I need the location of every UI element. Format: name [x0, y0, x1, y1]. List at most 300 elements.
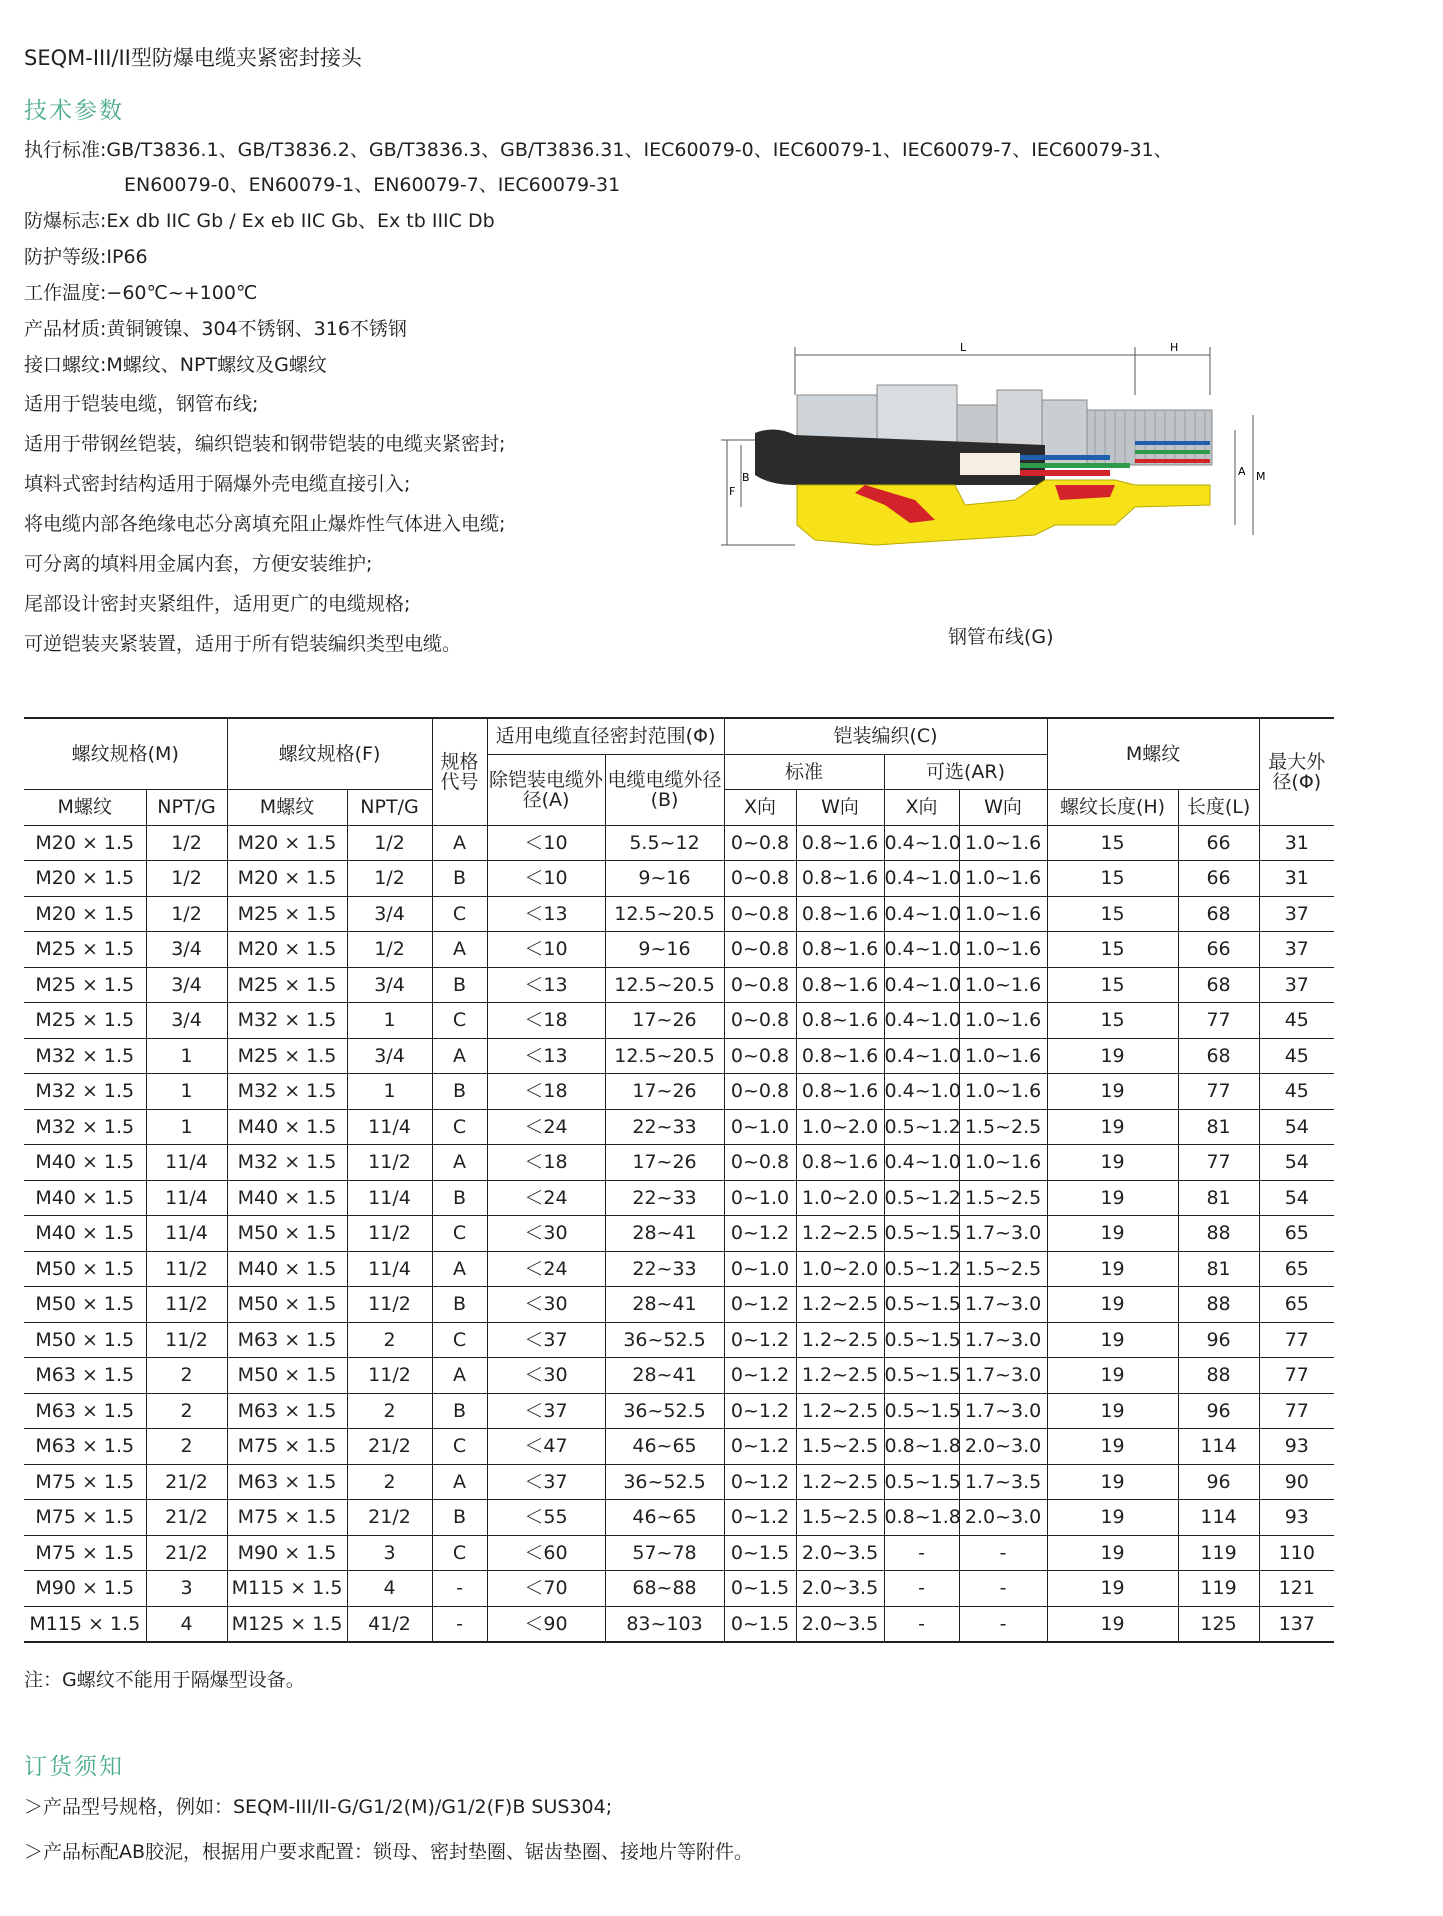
table-cell: 2.0~3.0	[959, 1500, 1047, 1536]
table-cell: ＜47	[487, 1429, 605, 1465]
table-cell: M75 × 1.5	[227, 1500, 347, 1536]
material-line	[24, 314, 407, 341]
table-cell: 3/4	[347, 1038, 432, 1074]
header-outer-b: 电缆电缆外径(B)	[605, 754, 724, 825]
table-cell: -	[959, 1606, 1047, 1642]
table-cell: 11/2	[146, 1322, 227, 1358]
table-cell: 2	[347, 1464, 432, 1500]
table-cell: 0.8~1.6	[796, 1074, 884, 1110]
table-cell: ＜24	[487, 1109, 605, 1145]
table-cell: 65	[1259, 1251, 1334, 1287]
table-cell: 2.0~3.5	[796, 1606, 884, 1642]
order-heading: 订货须知	[24, 1754, 124, 1780]
table-cell: 0~1.2	[724, 1464, 796, 1500]
table-cell: 0~1.0	[724, 1109, 796, 1145]
table-cell: 1.2~2.5	[796, 1358, 884, 1394]
table-cell: 9~16	[605, 932, 724, 968]
table-row	[24, 1287, 1334, 1323]
table-cell: 0~1.2	[724, 1429, 796, 1465]
table-cell: 77	[1178, 1074, 1259, 1110]
table-cell: 1	[347, 1074, 432, 1110]
table-cell: ＜13	[487, 1038, 605, 1074]
table-cell: -	[959, 1535, 1047, 1571]
table-cell: 93	[1259, 1500, 1334, 1536]
table-cell: 68	[1178, 967, 1259, 1003]
protection-line	[24, 242, 148, 269]
table-cell: M32 × 1.5	[24, 1038, 146, 1074]
table-cell: 19	[1047, 1500, 1178, 1536]
table-cell: 1	[146, 1038, 227, 1074]
table-cell: 114	[1178, 1500, 1259, 1536]
table-cell: B	[432, 861, 487, 897]
table-cell: 11/4	[347, 1180, 432, 1216]
table-cell: ＜70	[487, 1571, 605, 1607]
table-cell: M40 × 1.5	[227, 1109, 347, 1145]
table-cell: B	[432, 1074, 487, 1110]
table-cell: 17~26	[605, 1145, 724, 1181]
table-cell: C	[432, 1429, 487, 1465]
note: 注：G螺纹不能用于隔爆型设备。	[24, 1669, 305, 1691]
table-cell: 121	[1259, 1571, 1334, 1607]
table-cell: 19	[1047, 1216, 1178, 1252]
table-cell: 0~1.2	[724, 1500, 796, 1536]
table-cell: 19	[1047, 1393, 1178, 1429]
table-cell: 0.8~1.6	[796, 861, 884, 897]
table-cell: M115 × 1.5	[227, 1571, 347, 1607]
table-cell: 15	[1047, 896, 1178, 932]
table-cell: 2	[347, 1322, 432, 1358]
table-cell: 1	[347, 1003, 432, 1039]
table-cell: 119	[1178, 1535, 1259, 1571]
table-cell: 1/2	[146, 896, 227, 932]
header-seal-range: 适用电缆直径密封范围(Φ)	[487, 718, 724, 754]
table-cell: 1.0~2.0	[796, 1251, 884, 1287]
table-cell: 0~1.2	[724, 1393, 796, 1429]
table-row	[24, 896, 1334, 932]
table-cell: 77	[1178, 1003, 1259, 1039]
table-cell: M25 × 1.5	[24, 967, 146, 1003]
table-cell: 0~0.8	[724, 1145, 796, 1181]
material-value: 黄铜镀镍、304不锈钢、316不锈钢	[106, 318, 407, 340]
table-cell: 19	[1047, 1358, 1178, 1394]
table-cell: 1.2~2.5	[796, 1464, 884, 1500]
dim-label-l: L	[960, 341, 967, 354]
header-optional: 可选(AR)	[884, 754, 1047, 790]
table-cell: 19	[1047, 1322, 1178, 1358]
table-row	[24, 1109, 1334, 1145]
table-cell: 28~41	[605, 1216, 724, 1252]
table-cell: 0.8~1.6	[796, 967, 884, 1003]
table-cell: 1.5~2.5	[959, 1251, 1047, 1287]
table-cell: 4	[347, 1571, 432, 1607]
table-cell: 21/2	[347, 1429, 432, 1465]
table-cell: 19	[1047, 1287, 1178, 1323]
table-cell: 125	[1178, 1606, 1259, 1642]
table-cell: ＜13	[487, 967, 605, 1003]
table-cell: C	[432, 1322, 487, 1358]
table-row	[24, 1535, 1334, 1571]
table-cell: 96	[1178, 1464, 1259, 1500]
table-cell: 11/4	[347, 1251, 432, 1287]
table-cell: 77	[1259, 1322, 1334, 1358]
table-cell: 0.5~1.5	[884, 1322, 959, 1358]
table-cell: 1.0~1.6	[959, 1038, 1047, 1074]
table-cell: 3/4	[347, 896, 432, 932]
table-cell: M75 × 1.5	[24, 1500, 146, 1536]
table-cell: 37	[1259, 967, 1334, 1003]
table-cell: ＜18	[487, 1145, 605, 1181]
table-cell: 9~16	[605, 861, 724, 897]
standard-value: GB/T3836.1、GB/T3836.2、GB/T3836.3、GB/T3836.31、IEC60079-0、IEC60079-1、IEC60079-7、IEC60079-31、	[106, 139, 1173, 161]
spec-table	[24, 717, 1334, 1643]
table-cell: 0~0.8	[724, 1074, 796, 1110]
table-cell: M25 × 1.5	[227, 1038, 347, 1074]
table-cell: 0.5~1.5	[884, 1464, 959, 1500]
table-cell: A	[432, 1145, 487, 1181]
header-x1: X向	[724, 790, 796, 826]
table-cell: M75 × 1.5	[227, 1429, 347, 1465]
feature-item: 可分离的填料用金属内套，方便安装维护;	[24, 553, 373, 575]
table-cell: M63 × 1.5	[227, 1322, 347, 1358]
table-cell: M50 × 1.5	[227, 1287, 347, 1323]
table-row	[24, 861, 1334, 897]
table-cell: 1.0~1.6	[959, 967, 1047, 1003]
table-cell: M25 × 1.5	[227, 967, 347, 1003]
table-cell: ＜37	[487, 1393, 605, 1429]
table-cell: 54	[1259, 1109, 1334, 1145]
table-cell: 0~1.2	[724, 1358, 796, 1394]
table-cell: M63 × 1.5	[24, 1358, 146, 1394]
header-x2: X向	[884, 790, 959, 826]
table-cell: 114	[1178, 1429, 1259, 1465]
table-cell: 0.4~1.0	[884, 896, 959, 932]
table-cell: 0~1.0	[724, 1251, 796, 1287]
table-cell: 68	[1178, 896, 1259, 932]
table-cell: 77	[1259, 1358, 1334, 1394]
table-cell: 1.0~1.6	[959, 1003, 1047, 1039]
feature-item: 尾部设计密封夹紧组件，适用更广的电缆规格;	[24, 593, 411, 615]
table-cell: 0~0.8	[724, 825, 796, 861]
table-cell: 0.8~1.6	[796, 932, 884, 968]
figure-caption: 钢管布线(G)	[948, 626, 1054, 648]
table-cell: ＜60	[487, 1535, 605, 1571]
table-cell: 77	[1178, 1145, 1259, 1181]
table-cell: 4	[146, 1606, 227, 1642]
table-cell: 1.5~2.5	[796, 1500, 884, 1536]
header-m: M螺纹	[24, 790, 146, 826]
table-cell: 0.8~1.8	[884, 1500, 959, 1536]
table-row	[24, 1464, 1334, 1500]
table-cell: 2	[146, 1393, 227, 1429]
table-cell: 19	[1047, 1145, 1178, 1181]
table-cell: 3	[347, 1535, 432, 1571]
table-row	[24, 1571, 1334, 1607]
table-cell: M32 × 1.5	[227, 1145, 347, 1181]
table-row	[24, 1145, 1334, 1181]
table-cell: -	[959, 1571, 1047, 1607]
temp-line	[24, 278, 257, 305]
table-cell: C	[432, 1003, 487, 1039]
table-cell: 0.4~1.0	[884, 932, 959, 968]
cable-gland-diagram	[715, 335, 1275, 575]
material-label: 产品材质:	[24, 318, 107, 340]
table-cell: ＜10	[487, 932, 605, 968]
header-code: 规格代号	[432, 718, 487, 825]
table-cell: B	[432, 1287, 487, 1323]
table-cell: ＜37	[487, 1322, 605, 1358]
protection-label: 防护等级:	[24, 246, 107, 268]
header-inner-a: 除铠装电缆外径(A)	[487, 754, 605, 825]
table-cell: 31	[1259, 825, 1334, 861]
header-m2: M螺纹	[227, 790, 347, 826]
table-cell: 19	[1047, 1038, 1178, 1074]
table-cell: M115 × 1.5	[24, 1606, 146, 1642]
table-cell: A	[432, 1251, 487, 1287]
table-cell: 88	[1178, 1287, 1259, 1323]
table-cell: 66	[1178, 825, 1259, 861]
table-cell: 3	[146, 1571, 227, 1607]
table-cell: ＜90	[487, 1606, 605, 1642]
feature-item: 将电缆内部各绝缘电芯分离填充阻止爆炸性气体进入电缆;	[24, 513, 506, 535]
table-cell: 0.8~1.6	[796, 825, 884, 861]
table-cell: 36~52.5	[605, 1464, 724, 1500]
table-cell: 0.4~1.0	[884, 1003, 959, 1039]
table-cell: B	[432, 1393, 487, 1429]
table-cell: 19	[1047, 1180, 1178, 1216]
table-cell: M125 × 1.5	[227, 1606, 347, 1642]
table-cell: 0.8~1.6	[796, 896, 884, 932]
table-cell: 1/2	[146, 825, 227, 861]
table-cell: 37	[1259, 896, 1334, 932]
table-cell: 1/2	[347, 932, 432, 968]
table-cell: ＜24	[487, 1251, 605, 1287]
standard-label: 执行标准:	[24, 139, 107, 161]
table-cell: 0.8~1.6	[796, 1038, 884, 1074]
table-cell: M20 × 1.5	[24, 896, 146, 932]
table-cell: 54	[1259, 1180, 1334, 1216]
table-cell: ＜30	[487, 1287, 605, 1323]
table-cell: M32 × 1.5	[227, 1074, 347, 1110]
table-cell: 137	[1259, 1606, 1334, 1642]
table-cell: 21/2	[146, 1535, 227, 1571]
table-cell: A	[432, 1038, 487, 1074]
table-cell: M63 × 1.5	[24, 1429, 146, 1465]
table-cell: 1/2	[347, 825, 432, 861]
table-cell: 1	[146, 1109, 227, 1145]
table-cell: M20 × 1.5	[227, 861, 347, 897]
header-npt: NPT/G	[146, 790, 227, 826]
table-cell: M20 × 1.5	[227, 932, 347, 968]
table-cell: 0~1.2	[724, 1216, 796, 1252]
dim-label-h: H	[1170, 341, 1179, 354]
table-cell: 3/4	[347, 967, 432, 1003]
table-cell: 1.0~1.6	[959, 825, 1047, 861]
table-cell: -	[884, 1535, 959, 1571]
table-cell: -	[884, 1606, 959, 1642]
table-cell: 1/2	[146, 861, 227, 897]
table-row	[24, 1251, 1334, 1287]
thread-label: 接口螺纹:	[24, 354, 107, 376]
table-cell: 1/2	[347, 861, 432, 897]
table-row	[24, 1429, 1334, 1465]
table-cell: 1.5~2.5	[796, 1429, 884, 1465]
table-cell: 1.7~3.0	[959, 1358, 1047, 1394]
table-cell: M75 × 1.5	[24, 1464, 146, 1500]
table-cell: 0.4~1.0	[884, 825, 959, 861]
table-cell: 1.0~1.6	[959, 1145, 1047, 1181]
table-cell: 5.5~12	[605, 825, 724, 861]
table-row	[24, 1038, 1334, 1074]
table-cell: 0.4~1.0	[884, 967, 959, 1003]
table-cell: M50 × 1.5	[24, 1322, 146, 1358]
table-cell: -	[432, 1606, 487, 1642]
table-cell: 11/2	[347, 1358, 432, 1394]
dim-label-f: F	[729, 485, 736, 498]
table-cell: 12.5~20.5	[605, 1038, 724, 1074]
table-cell: 22~33	[605, 1180, 724, 1216]
table-cell: M20 × 1.5	[24, 861, 146, 897]
table-cell: M32 × 1.5	[24, 1074, 146, 1110]
header-npt2: NPT/G	[347, 790, 432, 826]
table-cell: 28~41	[605, 1358, 724, 1394]
table-row	[24, 1322, 1334, 1358]
table-cell: 11/4	[146, 1216, 227, 1252]
table-cell: 15	[1047, 825, 1178, 861]
header-len-l: 长度(L)	[1178, 790, 1259, 826]
table-cell: -	[884, 1571, 959, 1607]
table-cell: 1.2~2.5	[796, 1216, 884, 1252]
table-cell: 2	[146, 1429, 227, 1465]
table-cell: 19	[1047, 1109, 1178, 1145]
table-cell: 19	[1047, 1464, 1178, 1500]
table-cell: 0~0.8	[724, 967, 796, 1003]
table-row	[24, 1393, 1334, 1429]
table-cell: 21/2	[146, 1464, 227, 1500]
table-cell: 45	[1259, 1074, 1334, 1110]
table-cell: 88	[1178, 1216, 1259, 1252]
table-cell: 45	[1259, 1038, 1334, 1074]
order-item: ＞产品型号规格，例如：SEQM-III/II-G/G1/2(M)/G1/2(F)B SUS304;	[24, 1796, 613, 1818]
dim-label-m: M	[1256, 470, 1266, 483]
table-cell: C	[432, 1216, 487, 1252]
table-cell: 2.0~3.5	[796, 1535, 884, 1571]
table-cell: 1.7~3.0	[959, 1393, 1047, 1429]
table-cell: B	[432, 967, 487, 1003]
table-cell: B	[432, 1500, 487, 1536]
table-cell: 12.5~20.5	[605, 896, 724, 932]
table-cell: 66	[1178, 932, 1259, 968]
table-cell: 0.4~1.0	[884, 1038, 959, 1074]
table-cell: ＜30	[487, 1358, 605, 1394]
header-m-thread: M螺纹	[1047, 718, 1259, 790]
table-cell: ＜13	[487, 896, 605, 932]
table-cell: M50 × 1.5	[227, 1216, 347, 1252]
table-cell: 54	[1259, 1145, 1334, 1181]
table-cell: 1.7~3.0	[959, 1287, 1047, 1323]
table-cell: 11/4	[146, 1145, 227, 1181]
feature-item: 可逆铠装夹紧装置，适用于所有铠装编织类型电缆。	[24, 633, 462, 655]
table-cell: ＜18	[487, 1003, 605, 1039]
table-cell: 1.7~3.5	[959, 1464, 1047, 1500]
table-cell: A	[432, 1358, 487, 1394]
table-cell: 1.2~2.5	[796, 1287, 884, 1323]
table-cell: 3/4	[146, 967, 227, 1003]
table-cell: ＜10	[487, 861, 605, 897]
table-cell: 81	[1178, 1180, 1259, 1216]
table-cell: 119	[1178, 1571, 1259, 1607]
table-cell: C	[432, 1535, 487, 1571]
table-cell: 1.5~2.5	[959, 1180, 1047, 1216]
table-cell: 15	[1047, 861, 1178, 897]
table-cell: 0.8~1.6	[796, 1003, 884, 1039]
table-cell: 11/4	[347, 1109, 432, 1145]
table-row	[24, 1180, 1334, 1216]
table-cell: M40 × 1.5	[227, 1251, 347, 1287]
table-cell: M25 × 1.5	[24, 1003, 146, 1039]
table-cell: 41/2	[347, 1606, 432, 1642]
table-cell: 15	[1047, 932, 1178, 968]
table-cell: 15	[1047, 967, 1178, 1003]
table-cell: C	[432, 1109, 487, 1145]
table-cell: M32 × 1.5	[24, 1109, 146, 1145]
table-cell: 45	[1259, 1003, 1334, 1039]
table-cell: M90 × 1.5	[227, 1535, 347, 1571]
table-cell: 1.2~2.5	[796, 1393, 884, 1429]
table-cell: 19	[1047, 1429, 1178, 1465]
thread-value: M螺纹、NPT螺纹及G螺纹	[106, 354, 327, 376]
header-max-od: 最大外径(Φ)	[1259, 718, 1334, 825]
table-cell: 0~0.8	[724, 861, 796, 897]
table-cell: B	[432, 1180, 487, 1216]
explosion-value: Ex db IIC Gb / Ex eb IIC Gb、Ex tb IIIC Db	[106, 210, 495, 232]
header-m-spec: 螺纹规格(M)	[24, 718, 227, 790]
table-cell: 21/2	[146, 1500, 227, 1536]
table-cell: ＜24	[487, 1180, 605, 1216]
table-cell: 22~33	[605, 1109, 724, 1145]
table-cell: 1.0~1.6	[959, 861, 1047, 897]
table-cell: 0~1.5	[724, 1571, 796, 1607]
table-cell: 0~0.8	[724, 1003, 796, 1039]
table-cell: 19	[1047, 1535, 1178, 1571]
table-cell: 17~26	[605, 1074, 724, 1110]
table-cell: 0.5~1.5	[884, 1216, 959, 1252]
table-cell: 1.0~2.0	[796, 1180, 884, 1216]
table-cell: 83~103	[605, 1606, 724, 1642]
table-cell: 11/2	[347, 1145, 432, 1181]
table-cell: M20 × 1.5	[227, 825, 347, 861]
table-cell: 31	[1259, 861, 1334, 897]
table-cell: 0.5~1.2	[884, 1109, 959, 1145]
thread-line	[24, 350, 327, 377]
table-cell: M40 × 1.5	[24, 1216, 146, 1252]
table-cell: 0~0.8	[724, 932, 796, 968]
table-cell: M50 × 1.5	[24, 1287, 146, 1323]
table-cell: M63 × 1.5	[24, 1393, 146, 1429]
table-cell: 46~65	[605, 1429, 724, 1465]
table-cell: 21/2	[347, 1500, 432, 1536]
table-cell: 3/4	[146, 932, 227, 968]
table-cell: 57~78	[605, 1535, 724, 1571]
tech-heading: 技术参数	[24, 98, 124, 124]
table-cell: A	[432, 932, 487, 968]
table-cell: A	[432, 825, 487, 861]
table-cell: 36~52.5	[605, 1322, 724, 1358]
table-row	[24, 1003, 1334, 1039]
table-cell: C	[432, 896, 487, 932]
table-cell: -	[432, 1571, 487, 1607]
table-row	[24, 967, 1334, 1003]
table-cell: M50 × 1.5	[227, 1358, 347, 1394]
